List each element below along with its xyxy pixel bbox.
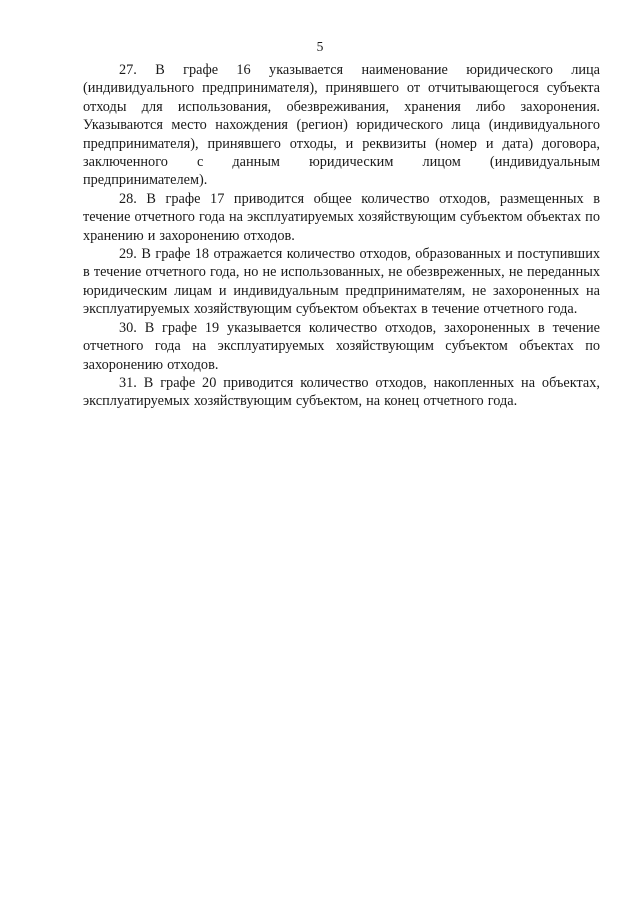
paragraph-28: 28. В графе 17 приводится общее количество отходов, размещенных в течение отчетного года на эксплуатируемых хозяйствующим субъектом объектах по хранению и захоронению отходов. [83, 190, 600, 244]
paragraph-27: 27. В графе 16 указывается наименование юридического лица (индивидуального предпринимателя), принявшего от отчитывающегося субъекта отходы для использования, обезвреживания, хранения либо захоронения. Указываются место нахождения (регион) юридического лица (индивидуального предпринимателя), принявшего отходы, и реквизиты (номер и дата) договора, заключенного с данным юридическим лицом (индивидуальным предпринимателем). [83, 62, 600, 189]
paragraph-29: 29. В графе 18 отражается количество отходов, образованных и поступивших в течение отчетного года, но не использованных, не обезвреженных, не переданных юридическим лицам и индивидуальным предпринимателям, не захороненных на эксплуатируемых хозяйствующим субъектом объектах в течение отчетного года. [83, 246, 600, 318]
paragraph-30: 30. В графе 19 указывается количество отходов, захороненных в течение отчетного года на эксплуатируемых хозяйствующим субъектом объектах по захоронению отходов. [83, 319, 600, 373]
page-number: 5 [316, 39, 324, 54]
document-body [83, 61, 600, 411]
paragraph-31: 31. В графе 20 приводится количество отходов, накопленных на объектах, эксплуатируемых хозяйствующим субъектом, на конец отчетного года. [83, 374, 600, 410]
